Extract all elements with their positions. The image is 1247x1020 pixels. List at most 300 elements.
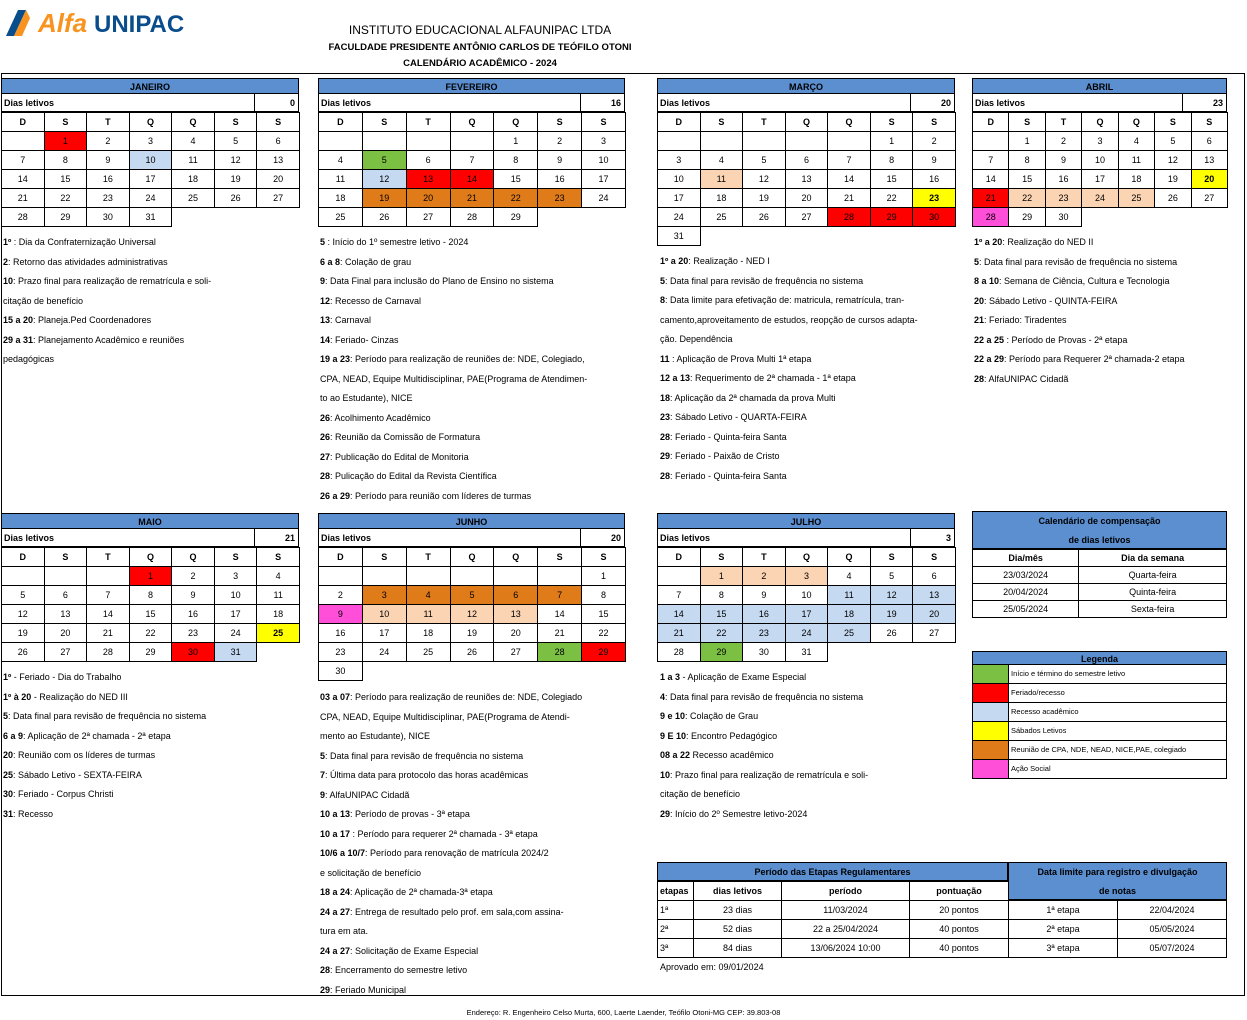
day-cell: 31 <box>658 227 701 246</box>
table-row <box>973 601 1227 618</box>
dias-letivos-count: 3 <box>911 529 955 547</box>
day-cell: 5 <box>743 151 786 170</box>
day-cell: 15 <box>494 170 538 189</box>
note-text: : Solicitação de Exame Especial <box>350 945 479 956</box>
note-date: 14 <box>320 334 331 345</box>
note-text: : Feriado Municipal <box>330 984 407 995</box>
week-row <box>319 586 626 605</box>
legend-label: Início e término do semestre letivo <box>1011 669 1126 678</box>
etapa-dias: 52 dias <box>694 920 782 939</box>
day-cell: 15 <box>700 605 743 624</box>
note-text: : Data final para revisão de frequência no sistema <box>665 275 864 286</box>
day-cell <box>450 567 494 586</box>
weekday-header: T <box>743 113 786 132</box>
day-cell: 30 <box>913 208 956 227</box>
day-cell: 17 <box>214 605 257 624</box>
legend-item <box>972 703 1227 722</box>
day-cell: 5 <box>1155 132 1191 151</box>
day-cell: 18 <box>406 624 450 643</box>
weekday-header: Q <box>129 548 172 567</box>
day-cell: 12 <box>362 170 406 189</box>
day-cell: 2 <box>319 586 363 605</box>
note-date: 1º <box>3 672 12 682</box>
day-cell: 27 <box>785 208 828 227</box>
note-date: 10 a 13 <box>320 809 351 819</box>
week-row <box>319 189 626 208</box>
day-cell: 7 <box>538 586 582 605</box>
day-cell: 29 <box>582 643 626 662</box>
weekday-header: Q <box>785 548 828 567</box>
deadline-date: 05/07/2024 <box>1118 939 1227 958</box>
notes-maio <box>3 668 206 824</box>
day-cell: 14 <box>973 170 1009 189</box>
etapas-col-dias: dias letivos <box>694 882 782 901</box>
note-line <box>660 272 918 292</box>
note-line <box>660 369 918 389</box>
day-cell: 13 <box>913 586 956 605</box>
etapa-number: 2ª <box>658 920 694 939</box>
day-cell: 26 <box>870 624 913 643</box>
week-row <box>658 624 956 643</box>
note-line <box>320 370 587 390</box>
day-cell <box>362 567 406 586</box>
note-line <box>660 467 918 487</box>
table-row <box>1009 939 1227 958</box>
note-text: : Data final para revisão de frequência no sistema <box>979 256 1178 267</box>
grade-deadline-table <box>1008 862 1227 958</box>
month-title: JUNHO <box>318 513 625 529</box>
note-date: 22 a 29 <box>974 354 1005 364</box>
weekday-header: T <box>87 548 130 567</box>
note-date: 5 <box>974 256 980 267</box>
month-title: MARÇO <box>657 78 955 94</box>
note-date: 29 <box>660 451 671 461</box>
day-cell <box>44 567 87 586</box>
day-cell: 19 <box>870 605 913 624</box>
note-text: : Período de provas - 3ª etapa <box>350 809 470 819</box>
note-line <box>3 766 206 786</box>
week-row <box>658 151 956 170</box>
day-cell <box>785 132 828 151</box>
day-cell: 21 <box>2 189 45 208</box>
note-line <box>320 942 582 962</box>
compensation-calendar <box>972 511 1227 618</box>
week-row <box>319 170 626 189</box>
day-cell: 12 <box>2 605 45 624</box>
day-cell: 6 <box>785 151 828 170</box>
note-text: : Reunião com os líderes de turmas <box>13 750 156 760</box>
note-date: 13 <box>320 315 331 325</box>
day-cell: 22 <box>44 189 87 208</box>
note-line <box>660 746 868 766</box>
day-cell: 21 <box>658 624 701 643</box>
month-title: MAIO <box>1 513 299 529</box>
day-cell: 20 <box>406 189 450 208</box>
dias-letivos-count: 0 <box>255 94 299 112</box>
legend-label: Reunião de CPA, NDE, NEAD, NICE,PAE, colegiado <box>1011 745 1187 754</box>
day-cell: 2 <box>172 567 215 586</box>
week-row <box>319 662 626 681</box>
faculty-name: FACULDADE PRESIDENTE ANTÔNIO CARLOS DE TEÓFILO OTONI <box>328 42 632 53</box>
logo-text-b: UNIPAC <box>94 11 185 38</box>
day-cell: 13 <box>257 151 300 170</box>
etapa-periodo: 22 a 25/04/2024 <box>782 920 910 939</box>
etapas-table <box>657 862 1008 958</box>
day-cell: 18 <box>828 605 871 624</box>
note-text: : Retorno das atividades administrativas <box>8 256 168 267</box>
month-junho <box>318 513 625 681</box>
dias-letivos-label: Dias letivos <box>2 94 255 112</box>
note-date: 5 <box>3 711 9 721</box>
day-cell: 5 <box>2 586 45 605</box>
week-row <box>2 189 300 208</box>
day-cell: 4 <box>319 151 363 170</box>
week-row <box>319 132 626 151</box>
note-text: : Período para realização de reuniões de: NDE, Colegiado, <box>350 354 585 364</box>
blank-cell <box>913 643 956 662</box>
note-date: 31 <box>3 808 14 819</box>
day-cell: 18 <box>700 189 743 208</box>
note-line <box>3 272 211 292</box>
day-cell: 1 <box>44 132 87 151</box>
note-date: 26 <box>320 432 331 442</box>
day-cell: 28 <box>450 208 494 227</box>
week-row <box>973 208 1228 227</box>
note-text: : Data Final para inclusão do Plano de Ensino no sistema <box>325 276 554 286</box>
note-line <box>320 331 587 351</box>
day-cell: 7 <box>973 151 1009 170</box>
note-text: camento,aproveitamento de estudos, reopção de cursos adapta- <box>660 314 918 325</box>
month-grid <box>657 547 956 662</box>
legend-title: Legenda <box>972 651 1227 665</box>
day-cell: 7 <box>658 586 701 605</box>
month-title: JANEIRO <box>1 78 299 94</box>
legend <box>972 651 1227 779</box>
note-text: : Sábado Letivo - QUINTA-FEIRA <box>984 295 1118 306</box>
logo-mark <box>4 4 204 40</box>
week-row <box>319 605 626 624</box>
day-cell: 25 <box>700 208 743 227</box>
legend-label: Sábados Letivos <box>1011 726 1067 735</box>
dias-letivos-count: 20 <box>581 529 625 547</box>
day-cell: 24 <box>658 208 701 227</box>
blank-cell <box>1118 208 1154 227</box>
day-cell: 19 <box>2 624 45 643</box>
day-cell: 15 <box>129 605 172 624</box>
note-line <box>320 727 582 747</box>
note-date: 7 <box>320 770 326 780</box>
day-cell: 2 <box>538 132 582 151</box>
day-cell: 31 <box>129 208 172 227</box>
dias-letivos-label: Dias letivos <box>2 529 255 547</box>
weekday-header: D <box>658 113 701 132</box>
note-text: : Realização do NED II <box>1002 237 1094 247</box>
day-cell: 18 <box>319 189 363 208</box>
note-date: 1º a 20 <box>974 237 1003 247</box>
note-date: 5 <box>320 237 326 247</box>
day-cell: 26 <box>1155 189 1191 208</box>
note-line <box>320 922 582 942</box>
day-cell: 28 <box>538 643 582 662</box>
blank-cell <box>1082 208 1118 227</box>
week-row <box>658 643 956 662</box>
blank-cell <box>582 208 626 227</box>
day-cell: 22 <box>494 189 538 208</box>
day-cell: 7 <box>2 151 45 170</box>
dias-letivos-label: Dias letivos <box>319 529 581 547</box>
legend-swatch <box>973 665 1009 683</box>
day-cell: 26 <box>743 208 786 227</box>
day-cell: 7 <box>828 151 871 170</box>
note-text: : Período de Provas - 2ª etapa <box>1004 334 1128 345</box>
day-cell: 3 <box>658 151 701 170</box>
day-cell: 24 <box>214 624 257 643</box>
weekday-header: T <box>406 548 450 567</box>
weekday-header: Q <box>828 548 871 567</box>
day-cell: 22 <box>870 189 913 208</box>
week-row <box>2 586 300 605</box>
day-cell: 31 <box>785 643 828 662</box>
note-line <box>320 825 582 845</box>
week-row <box>973 151 1228 170</box>
table-row <box>973 567 1227 584</box>
deadline-date: 05/05/2024 <box>1118 920 1227 939</box>
day-cell: 19 <box>362 189 406 208</box>
note-text: : Período para realização de reuniões de: NDE, Colegiado <box>350 692 583 702</box>
note-text: : Sábado Letivo - QUARTA-FEIRA <box>670 412 807 422</box>
note-date: 8 <box>660 295 666 305</box>
note-date: 6 a 9 <box>3 730 24 741</box>
dias-letivos-row <box>972 94 1227 112</box>
day-cell: 1 <box>870 132 913 151</box>
note-date: 10/6 a 10/7 <box>320 848 366 858</box>
day-cell: 25 <box>828 624 871 643</box>
day-cell: 11 <box>257 586 300 605</box>
legend-label: Feriado/recesso <box>1011 688 1065 697</box>
blank-cell <box>406 662 450 681</box>
note-text: : Início do 2º Semestre letivo-2024 <box>670 808 808 819</box>
day-cell: 18 <box>1118 170 1154 189</box>
note-line <box>660 311 918 331</box>
weekday-header: Q <box>828 113 871 132</box>
month-janeiro <box>1 78 299 227</box>
blank-cell <box>494 662 538 681</box>
note-line <box>660 668 868 688</box>
note-date: 12 <box>320 295 331 306</box>
note-line <box>320 389 587 409</box>
note-text: citação de benefício <box>660 789 741 799</box>
weekday-header: Q <box>494 548 538 567</box>
day-cell: 9 <box>743 586 786 605</box>
blank-cell <box>172 208 215 227</box>
day-cell: 16 <box>538 170 582 189</box>
deadline-date: 22/04/2024 <box>1118 901 1227 920</box>
note-date: 29 a 31 <box>3 334 34 345</box>
dias-letivos-count: 20 <box>911 94 955 112</box>
day-cell: 25 <box>257 624 300 643</box>
note-date: 5 <box>320 750 326 761</box>
note-text: : AlfaUNIPAC Cidadã <box>325 789 410 800</box>
day-cell: 13 <box>44 605 87 624</box>
day-cell: 25 <box>406 643 450 662</box>
notes-abril <box>974 233 1184 389</box>
weekday-header: Q <box>785 113 828 132</box>
note-date: 08 a 22 <box>660 750 691 760</box>
note-text: tura em ata. <box>320 926 369 936</box>
day-cell: 21 <box>538 624 582 643</box>
weekday-header: Q <box>450 548 494 567</box>
note-text: : Reunião da Comissão de Formatura <box>330 432 481 442</box>
weekday-header: Q <box>494 113 538 132</box>
day-cell: 24 <box>785 624 828 643</box>
day-cell: 17 <box>1082 170 1118 189</box>
weekday-header: S <box>1009 113 1045 132</box>
note-text: - Realização do NED III <box>31 691 128 702</box>
day-cell <box>319 132 363 151</box>
week-row <box>2 567 300 586</box>
note-line <box>3 707 206 727</box>
note-line <box>974 233 1184 253</box>
blank-cell <box>582 662 626 681</box>
day-cell <box>658 132 701 151</box>
note-line <box>320 844 582 864</box>
day-cell: 5 <box>362 151 406 170</box>
day-cell: 30 <box>87 208 130 227</box>
note-text: to ao Estudante), NICE <box>320 393 413 403</box>
note-text: - Feriado - Dia do Trabalho <box>11 672 122 682</box>
table-row <box>973 584 1227 601</box>
blank-cell <box>913 227 956 246</box>
note-text: : Encontro Pedagógico <box>686 730 778 741</box>
note-line <box>660 707 868 727</box>
day-cell: 8 <box>44 151 87 170</box>
day-cell: 6 <box>494 586 538 605</box>
legend-swatch <box>973 722 1009 740</box>
note-date: 10 <box>3 276 14 286</box>
blank-cell <box>214 208 257 227</box>
day-cell: 14 <box>658 605 701 624</box>
weekday-header: Q <box>1082 113 1118 132</box>
day-cell: 13 <box>1191 151 1227 170</box>
note-text: : Aplicação de Prova Multi 1ª etapa <box>669 353 812 364</box>
etapas-col-pontuacao: pontuação <box>910 882 1009 901</box>
week-row <box>2 132 300 151</box>
weekday-header: S <box>582 113 626 132</box>
day-cell <box>2 132 45 151</box>
dias-letivos-label: Dias letivos <box>973 94 1183 112</box>
day-cell: 16 <box>1045 170 1081 189</box>
weekday-header: Q <box>129 113 172 132</box>
note-line <box>3 746 206 766</box>
compensation-date: 23/03/2024 <box>973 567 1079 584</box>
note-line <box>320 786 582 806</box>
week-row <box>658 132 956 151</box>
weekday-header: S <box>700 113 743 132</box>
month-maio <box>1 513 299 662</box>
note-text: : Realização - NED I <box>688 256 770 266</box>
day-cell: 6 <box>257 132 300 151</box>
day-cell <box>2 567 45 586</box>
day-cell: 8 <box>700 586 743 605</box>
note-line <box>660 350 918 370</box>
day-cell: 11 <box>700 170 743 189</box>
day-cell: 17 <box>362 624 406 643</box>
day-cell: 9 <box>913 151 956 170</box>
day-cell: 9 <box>172 586 215 605</box>
dias-letivos-row <box>318 94 625 112</box>
weekday-header: Q <box>1118 113 1154 132</box>
day-cell: 20 <box>257 170 300 189</box>
weekday-header: S <box>870 113 913 132</box>
note-date: 10 <box>660 769 671 780</box>
day-cell: 17 <box>582 170 626 189</box>
note-line <box>3 805 206 825</box>
weekday-header: Q <box>172 113 215 132</box>
day-cell: 27 <box>1191 189 1227 208</box>
note-text: : Data limite para efetivação de: matricula, rematrícula, tran- <box>665 295 905 305</box>
month-grid <box>1 112 300 227</box>
note-text: CPA, NEAD, Equipe Multidisciplinar, PAE(Programa de Atendimen- <box>320 373 588 384</box>
day-cell: 20 <box>785 189 828 208</box>
weekday-header: Q <box>172 548 215 567</box>
day-cell: 10 <box>582 151 626 170</box>
weekday-header: T <box>743 548 786 567</box>
week-row <box>319 567 626 586</box>
note-text: pedagógicas <box>3 354 55 364</box>
note-date: 1 a 3 <box>660 672 681 682</box>
blank-cell <box>1191 208 1227 227</box>
note-line <box>320 805 582 825</box>
day-cell: 26 <box>2 643 45 662</box>
day-cell <box>658 567 701 586</box>
day-cell: 6 <box>913 567 956 586</box>
alfaunipac-logo <box>4 4 204 40</box>
grade-deadline-title <box>1008 862 1227 900</box>
month-grid <box>318 547 626 681</box>
day-cell: 20 <box>44 624 87 643</box>
day-cell: 4 <box>406 586 450 605</box>
day-cell: 26 <box>214 189 257 208</box>
day-cell: 11 <box>172 151 215 170</box>
day-cell <box>743 132 786 151</box>
weekday-header: S <box>1191 113 1227 132</box>
note-line <box>320 766 582 786</box>
note-line <box>320 448 587 468</box>
note-text: : Período para Requerer 2ª chamada-2 etapa <box>1004 354 1185 364</box>
day-cell: 7 <box>450 151 494 170</box>
day-cell: 5 <box>450 586 494 605</box>
day-cell: 9 <box>1045 151 1081 170</box>
etapa-pontuacao: 40 pontos <box>910 920 1009 939</box>
note-text: : Recesso de Carnaval <box>330 295 422 306</box>
day-cell: 20 <box>1191 170 1227 189</box>
etapas-title: Período das Etapas Regulamentares <box>657 862 1008 881</box>
note-text: : Feriado - Paixão de Cristo <box>670 451 780 461</box>
day-cell: 22 <box>582 624 626 643</box>
blank-cell <box>362 662 406 681</box>
day-cell: 24 <box>129 189 172 208</box>
week-row <box>2 208 300 227</box>
note-date: 28 <box>974 373 985 384</box>
weekday-header: D <box>319 113 363 132</box>
day-cell: 14 <box>538 605 582 624</box>
grade-deadline-title-line1: Data limite para registro e divulgação <box>1037 867 1198 877</box>
day-cell: 29 <box>129 643 172 662</box>
day-cell: 20 <box>494 624 538 643</box>
day-cell: 10 <box>1082 151 1118 170</box>
legend-swatch <box>973 703 1009 721</box>
day-cell: 3 <box>214 567 257 586</box>
